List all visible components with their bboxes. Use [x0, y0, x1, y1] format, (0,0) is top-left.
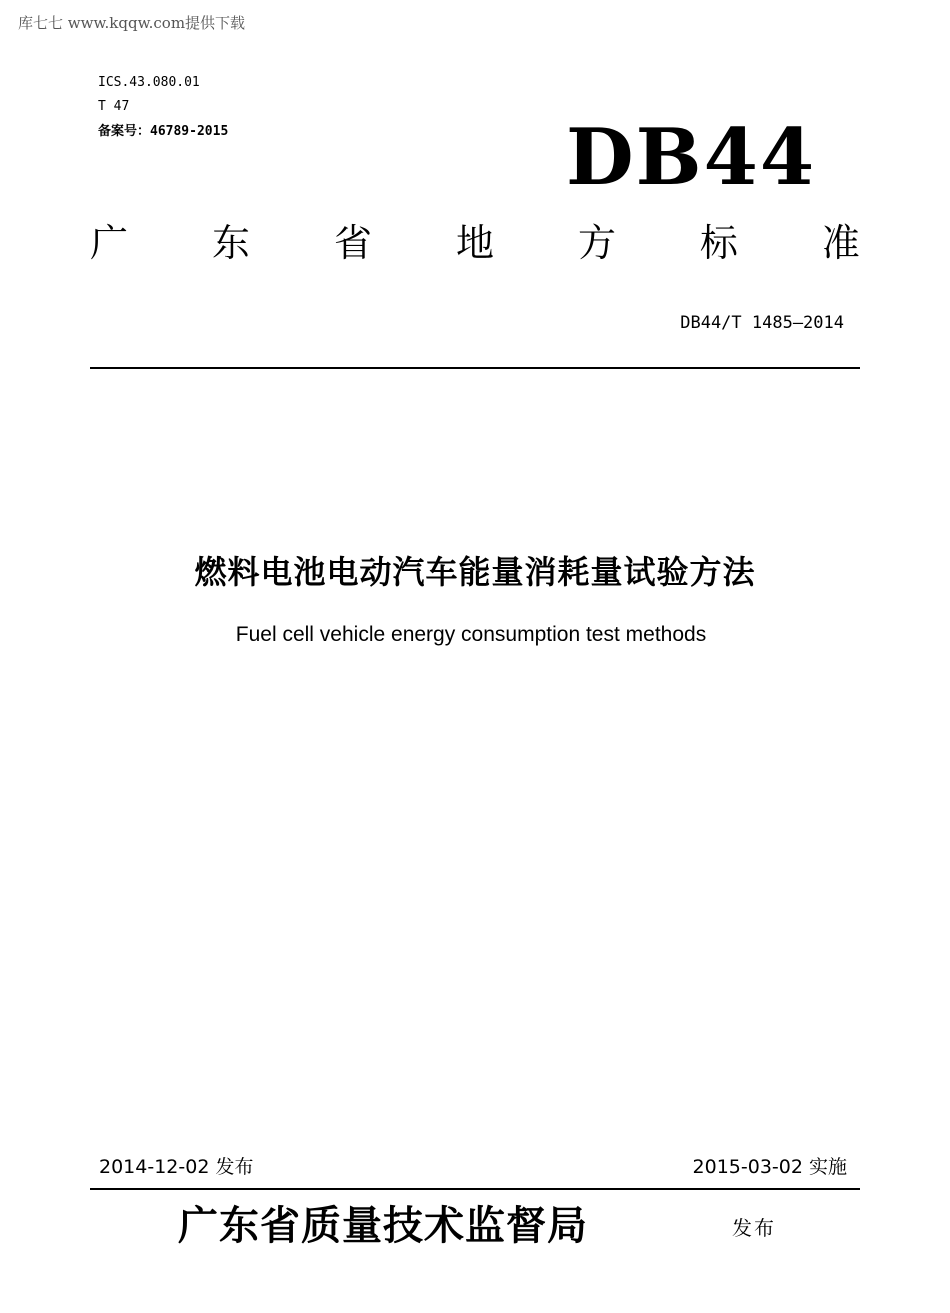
publisher-name: 广东省质量技术监督局 — [178, 1202, 588, 1249]
record-number: 备案号：46789-2015 — [98, 124, 229, 139]
top-divider — [90, 367, 860, 369]
watermark-text: 库七七 www.kqqw.com提供下载 — [18, 14, 246, 32]
publish-label: 发布 — [732, 1216, 776, 1240]
document-title-english: Fuel cell vehicle energy consumption test methods — [235, 623, 707, 646]
document-title-chinese: 燃料电池电动汽车能量消耗量试验方法 — [194, 553, 756, 591]
standard-type-char: 方 — [577, 221, 616, 265]
issue-date: 2014-12-02 发布 — [99, 1156, 254, 1178]
ics-code: ICS.43.080.01 — [98, 75, 200, 90]
standard-type-char: 地 — [455, 221, 494, 265]
effective-date: 2015-03-02 实施 — [692, 1156, 847, 1178]
standard-type-char: 省 — [333, 221, 372, 265]
standard-number: DB44/T 1485—2014 — [680, 313, 844, 333]
ccs-code: T 47 — [98, 99, 130, 114]
standard-type-char: 标 — [699, 221, 738, 265]
standard-type-heading — [90, 218, 860, 268]
bottom-divider — [90, 1188, 860, 1190]
db44-logo: DB44 — [566, 112, 817, 203]
standard-type-char: 广 — [90, 221, 129, 265]
standard-type-char: 准 — [821, 221, 860, 265]
standard-type-char: 东 — [211, 221, 250, 265]
